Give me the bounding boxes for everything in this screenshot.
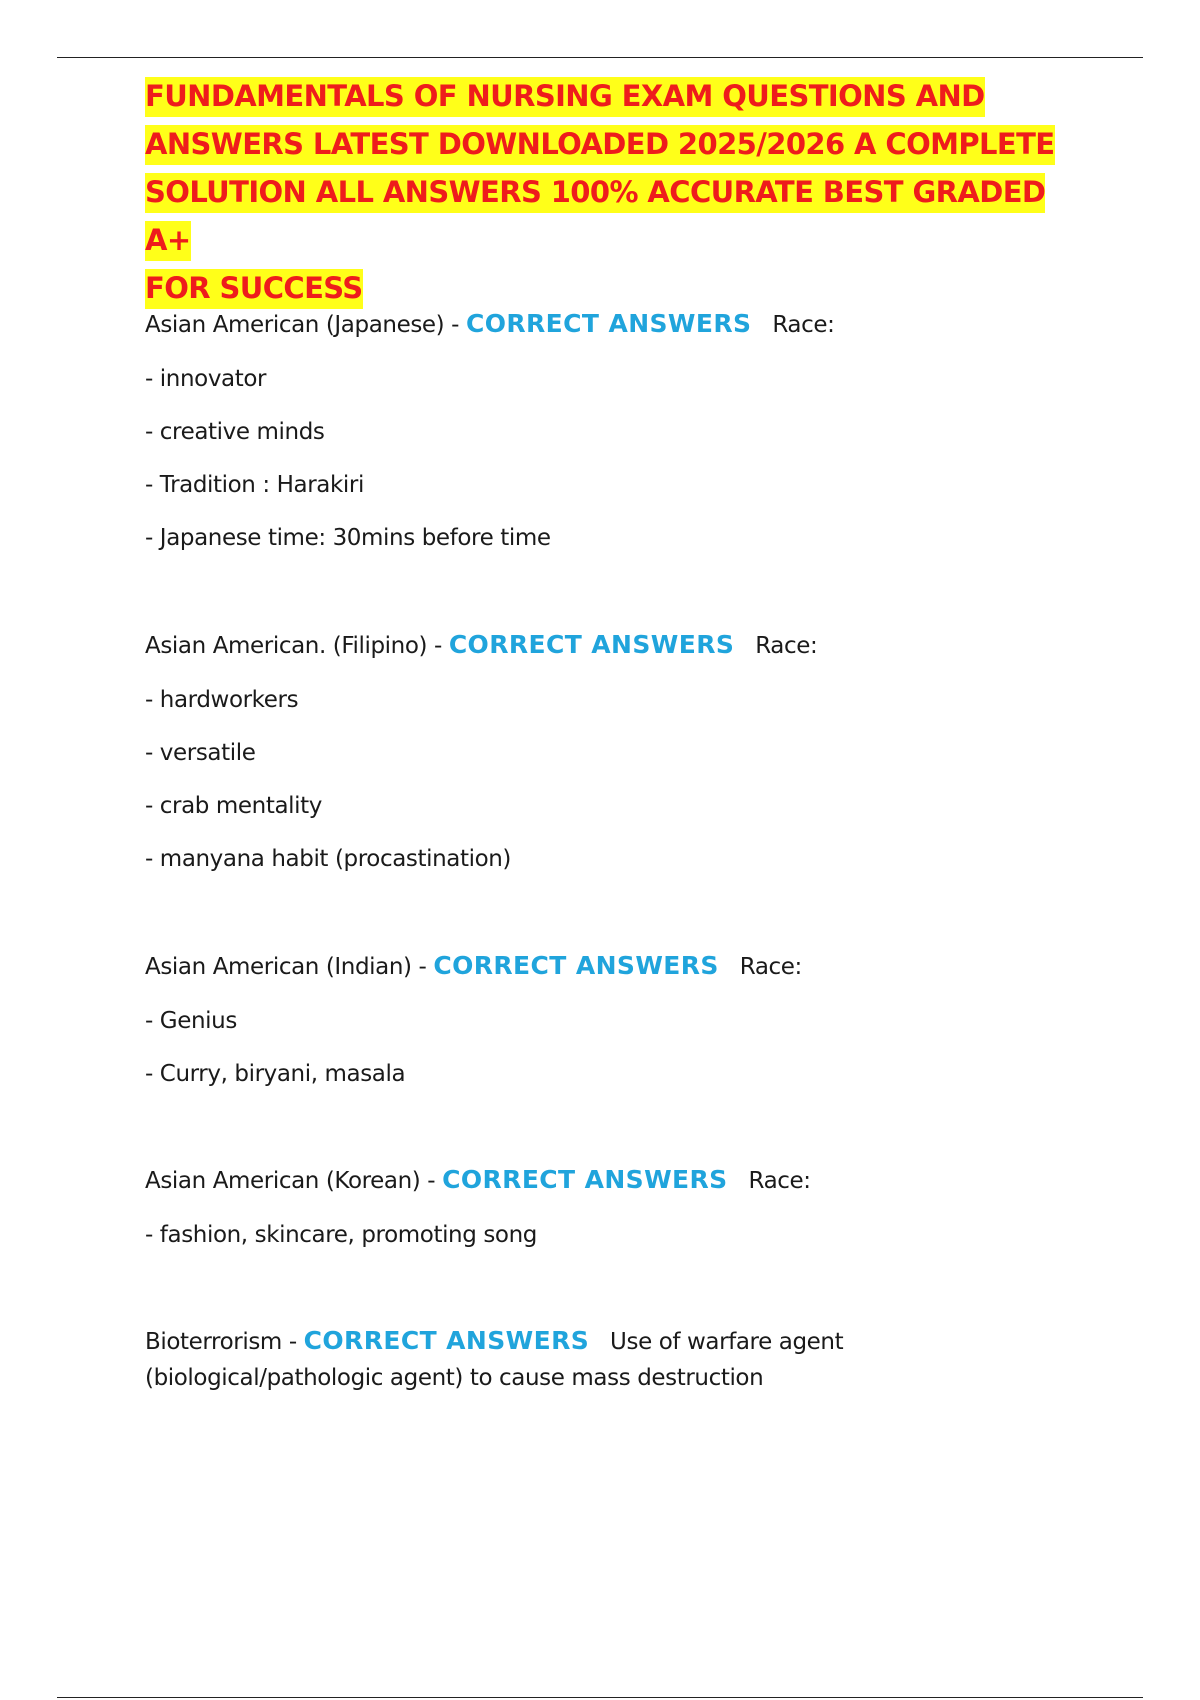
answer-text: Race: [755,633,818,659]
answer-point: - manyana habit (procastination) [145,846,511,872]
correct-answers-tag: CORRECT ANSWERS [448,630,735,659]
answer-point: - versatile [145,740,256,766]
answer-point: - crab mentality [145,793,322,819]
answer-point: - fashion, skincare, promoting song [145,1222,537,1248]
document-title [145,72,1075,312]
correct-answers-tag: CORRECT ANSWERS [465,309,752,338]
title-line: FUNDAMENTALS OF NURSING EXAM QUESTIONS AND [145,77,985,117]
answer-point: - Japanese time: 30mins before time [145,525,551,551]
correct-answers-tag: CORRECT ANSWERS [303,1326,590,1355]
question-line [145,309,1075,364]
qa-entry-japanese [145,309,1075,576]
answer-point: - innovator [145,366,267,392]
question-line [145,951,1075,1006]
answer-point: - Tradition : Harakiri [145,472,364,498]
answer-text: Race: [748,1168,811,1194]
correct-answers-tag: CORRECT ANSWERS [433,951,719,980]
bottom-rule [57,1697,1143,1698]
correct-answers-tag: CORRECT ANSWERS [442,1165,728,1194]
answer-point: - creative minds [145,419,325,445]
question-term: Asian American (Japanese) - [145,312,460,338]
question-line [145,1165,1075,1220]
title-line: FOR SUCCESS [145,269,363,309]
qa-entry-indian [145,951,1075,1112]
top-rule [57,57,1143,58]
question-line [145,630,1075,685]
qa-entry-bioterrorism [145,1323,1075,1396]
answer-point: - Curry, biryani, masala [145,1061,406,1087]
qa-entry-filipino [145,630,1075,897]
question-term: Asian American (Korean) - [145,1168,436,1194]
answer-point: - hardworkers [145,687,299,713]
question-term: Bioterrorism - [145,1329,297,1355]
question-line [145,1323,915,1396]
question-term: Asian American. (Filipino) - [145,633,442,659]
answer-text: Race: [772,312,835,338]
answer-text: Race: [739,954,802,980]
title-line: SOLUTION ALL ANSWERS 100% ACCURATE BEST GRADED A+ [145,173,1045,261]
question-term: Asian American (Indian) - [145,954,427,980]
qa-entry-korean [145,1165,1075,1273]
answer-text: Use of warfare agent (biological/pathologic agent) to cause mass destruction [145,1329,844,1391]
answer-point: - Genius [145,1008,237,1034]
title-line: ANSWERS LATEST DOWNLOADED 2025/2026 A COMPLETE [145,125,1055,165]
